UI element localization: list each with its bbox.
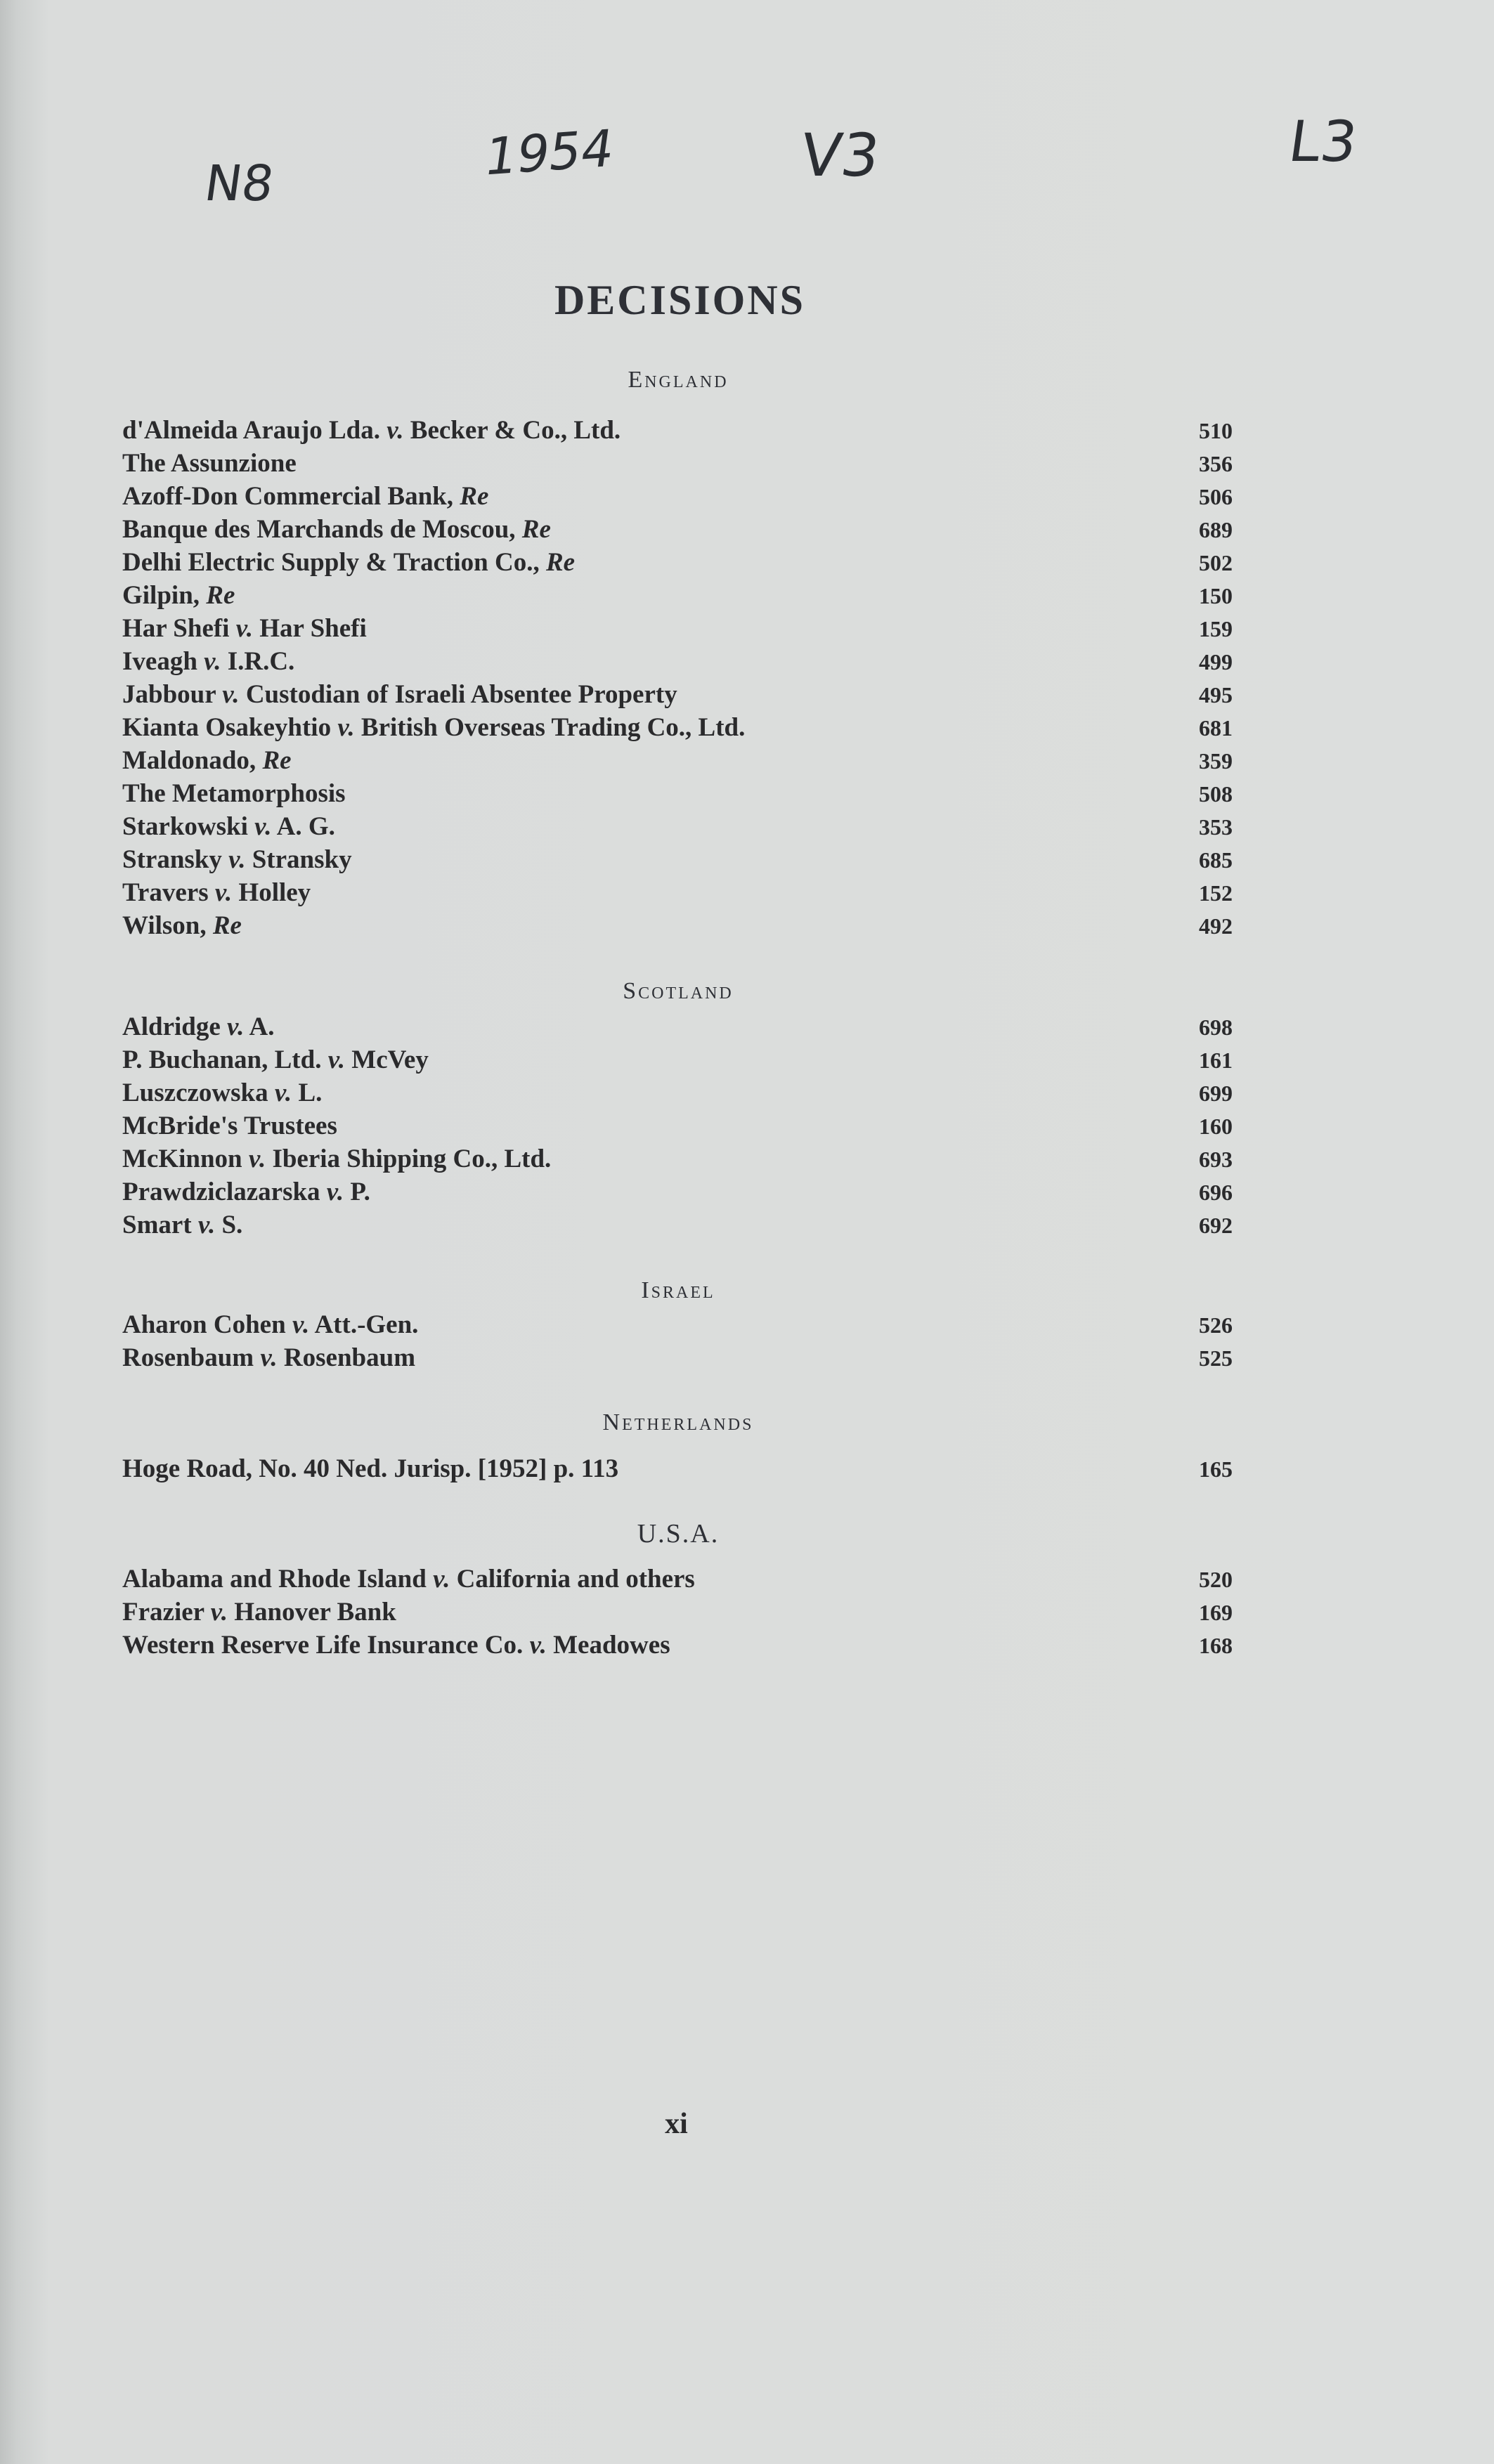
page-number: 692 [1199, 1213, 1233, 1238]
page-number: 356 [1199, 451, 1233, 476]
section-heading-scotland: Scotland [623, 978, 734, 1004]
table-row [122, 845, 1233, 878]
handwritten-shelf-mark: L3 [1285, 109, 1362, 174]
table-row [122, 745, 1233, 778]
case-name: Luszczowska v. L. [122, 1078, 323, 1107]
case-name: Prawdziclazarska v. P. [122, 1178, 370, 1206]
page-number: 168 [1199, 1633, 1233, 1658]
case-name: Hoge Road, No. 40 Ned. Jurisp. [1952] p. 113 [122, 1454, 619, 1483]
case-name: Smart v. S. [122, 1211, 243, 1239]
page-number: 689 [1199, 517, 1233, 542]
page-number: 526 [1199, 1312, 1233, 1338]
table-row [122, 1210, 1233, 1243]
case-name: d'Almeida Araujo Lda. v. Becker & Co., Ltd. [122, 416, 621, 445]
page-number: 685 [1199, 847, 1233, 873]
case-name: The Metamorphosis [122, 779, 346, 808]
page-number: 699 [1199, 1081, 1233, 1106]
page-number: 353 [1199, 814, 1233, 840]
page-number: 492 [1199, 913, 1233, 939]
case-name: Rosenbaum v. Rosenbaum [122, 1343, 416, 1372]
page-number: 160 [1199, 1114, 1233, 1139]
case-name: Aharon Cohen v. Att.-Gen. [122, 1310, 419, 1339]
case-name: Frazier v. Hanover Bank [122, 1598, 396, 1627]
table-row [122, 1630, 1233, 1663]
case-name: Stransky v. Stransky [122, 845, 352, 874]
table-row [122, 911, 1233, 944]
case-name: Kianta Osakeyhtio v. British Overseas Trading Co., Ltd. [122, 713, 746, 742]
page-title: DECISIONS [554, 277, 806, 323]
section-heading-israel: Israel [641, 1277, 715, 1303]
case-name: Azoff-Don Commercial Bank, Re [122, 482, 489, 511]
table-row [122, 679, 1233, 712]
table-row [122, 1310, 1233, 1343]
case-name: Jabbour v. Custodian of Israeli Absentee Property [122, 680, 677, 709]
page-number: 159 [1199, 616, 1233, 641]
page-number: 681 [1199, 715, 1233, 741]
table-row [122, 646, 1233, 679]
table-row [122, 613, 1233, 646]
table-row [122, 1012, 1233, 1045]
page-number: 165 [1199, 1456, 1233, 1482]
table-row [122, 547, 1233, 580]
case-name: Banque des Marchands de Moscou, Re [122, 515, 551, 544]
table-row [122, 712, 1233, 745]
case-name: McKinnon v. Iberia Shipping Co., Ltd. [122, 1145, 552, 1173]
table-row [122, 1111, 1233, 1144]
page-number: 499 [1199, 649, 1233, 674]
page-number: 169 [1199, 1600, 1233, 1625]
case-name: Western Reserve Life Insurance Co. v. Meadowes [122, 1631, 670, 1660]
page-number: 525 [1199, 1345, 1233, 1371]
case-name: The Assunzione [122, 449, 297, 478]
section-heading-netherlands: Netherlands [602, 1409, 754, 1435]
page-number: 359 [1199, 748, 1233, 774]
case-name: McBride's Trustees [122, 1112, 337, 1140]
table-row [122, 415, 1233, 448]
case-name: Gilpin, Re [122, 581, 235, 610]
table-row [122, 580, 1233, 613]
case-name: Travers v. Holley [122, 878, 311, 907]
page-number: 495 [1199, 682, 1233, 708]
case-name: Har Shefi v. Har Shefi [122, 614, 367, 643]
table-row [122, 811, 1233, 845]
table-row [122, 1343, 1233, 1376]
table-row [122, 778, 1233, 811]
case-name: Aldridge v. A. [122, 1012, 275, 1041]
case-name: Delhi Electric Supply & Traction Co., Re [122, 548, 576, 577]
table-row [122, 448, 1233, 481]
page-number: 502 [1199, 550, 1233, 575]
page-number: 698 [1199, 1015, 1233, 1040]
page-number: 161 [1199, 1048, 1233, 1073]
page-folio: xi [665, 2108, 688, 2140]
case-name: Iveagh v. I.R.C. [122, 647, 295, 676]
page-number: 508 [1199, 781, 1233, 807]
section-heading-england: England [628, 367, 729, 393]
page-number: 506 [1199, 484, 1233, 509]
handwritten-year: 1954 [481, 118, 618, 187]
page-number: 150 [1199, 583, 1233, 608]
table-row [122, 481, 1233, 514]
page-number: 696 [1199, 1180, 1233, 1205]
table-row [122, 1564, 1233, 1597]
page-number: 520 [1199, 1567, 1233, 1592]
page-number: 693 [1199, 1147, 1233, 1172]
handwritten-mark: N8 [201, 155, 278, 212]
case-name: Wilson, Re [122, 911, 242, 940]
table-row [122, 1597, 1233, 1630]
handwritten-volume: V3 [796, 121, 884, 190]
table-row [122, 878, 1233, 911]
section-heading-usa: U.S.A. [637, 1519, 720, 1549]
table-row [122, 1144, 1233, 1177]
table-row [122, 1045, 1233, 1078]
case-name: P. Buchanan, Ltd. v. McVey [122, 1045, 429, 1074]
case-name: Alabama and Rhode Island v. California and others [122, 1565, 695, 1593]
page-number: 510 [1199, 418, 1233, 443]
page-number: 152 [1199, 880, 1233, 906]
case-name: Starkowski v. A. G. [122, 812, 335, 841]
table-row [122, 514, 1233, 547]
table-row [122, 1078, 1233, 1111]
case-name: Maldonado, Re [122, 746, 292, 775]
table-row [122, 1454, 1233, 1487]
table-row [122, 1177, 1233, 1210]
